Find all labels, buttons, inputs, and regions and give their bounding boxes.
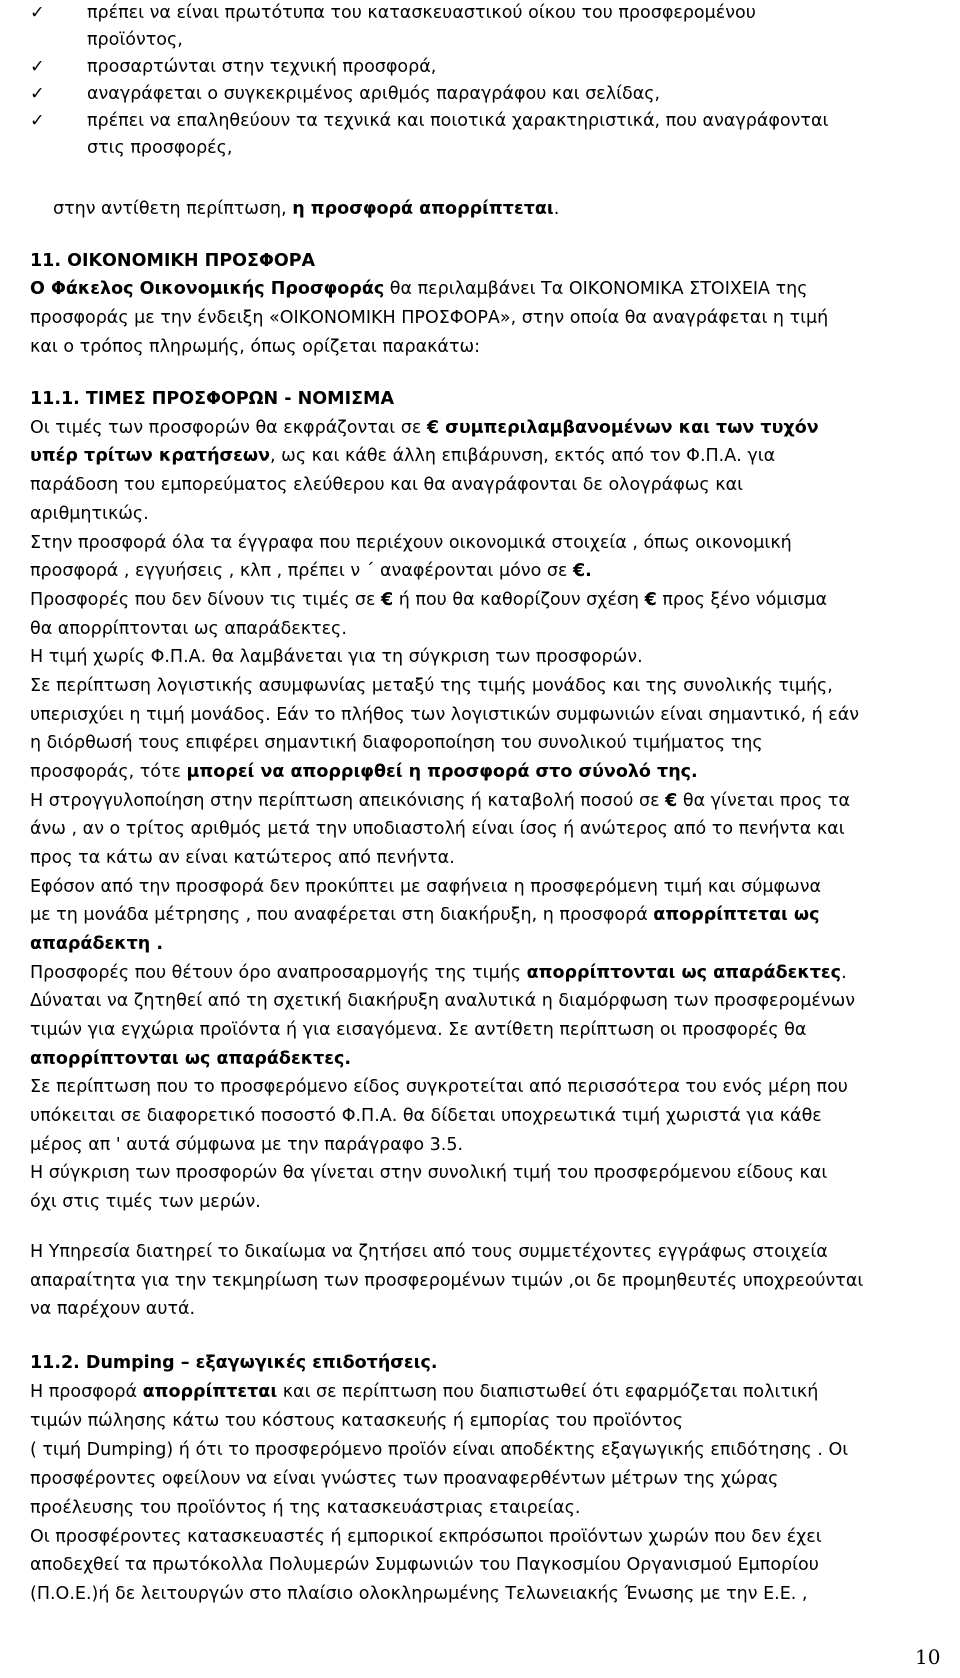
s111-line-16: προς τα κάτω αν είναι κατώτερος από πενήντα. <box>30 848 455 868</box>
s111-line-23: απορρίπτονται ως απαράδεκτες. <box>30 1049 352 1069</box>
euro-symbol: € <box>426 418 440 438</box>
bullet-4-line-2: στις προσφορές, <box>87 138 233 158</box>
s111-line-27: Η σύγκριση των προσφορών θα γίνεται στην συνολική τιμή του προσφερόμενου είδους και <box>30 1163 828 1183</box>
s111-line-4: αριθμητικώς. <box>30 504 149 524</box>
s112-line-5: προέλευσης του προϊόντος ή της κατασκευάστριας εταιρείας. <box>30 1498 581 1518</box>
s111-line-28: όχι στις τιμές των μερών. <box>30 1192 261 1212</box>
s111-line-18: με τη μονάδα μέτρησης , που αναφέρεται στη διακήρυξη, η προσφορά απορρίπτεται ως <box>30 905 820 925</box>
s111-line-3: παράδοση του εμπορεύματος ελεύθερου και θα αναγράφονται δε ολογράφως και <box>30 475 744 495</box>
s111-line-9: Η τιμή χωρίς Φ.Π.Α. θα λαμβάνεται για τη σύγκριση των προσφορών. <box>30 647 643 667</box>
s111-line-22: τιμών για εγχώρια προϊόντα ή για εισαγόμενα. Σε αντίθετη περίπτωση οι προσφορές θα <box>30 1020 807 1040</box>
euro-symbol: € <box>572 561 586 581</box>
euro-symbol: € <box>381 590 394 610</box>
rejection-note: στην αντίθετη περίπτωση, η προσφορά απορρίπτεται. <box>53 199 560 219</box>
euro-symbol: € <box>644 590 657 610</box>
section-11-1-heading: 11.1. ΤΙΜΕΣ ΠΡΟΣΦΟΡΩΝ - ΝΟΜΙΣΜΑ <box>30 389 394 409</box>
checkmark-icon: ✓ <box>30 84 45 104</box>
page-number: 10 <box>915 1645 941 1669</box>
s111-line-29: Η Υπηρεσία διατηρεί το δικαίωμα να ζητήσει από τους συμμετέχοντες εγγράφως στοιχεία <box>30 1242 828 1262</box>
bullet-4-line-1: πρέπει να επαληθεύουν τα τεχνικά και ποιοτικά χαρακτηριστικά, που αναγράφονται <box>87 111 829 131</box>
s112-line-1: Η προσφορά απορρίπτεται και σε περίπτωση που διαπιστωθεί ότι εφαρμόζεται πολιτική <box>30 1382 819 1402</box>
checkmark-icon: ✓ <box>30 3 45 23</box>
s112-line-6: Οι προσφέροντες κατασκευαστές ή εμπορικοί εκπρόσωποι προϊόντων χωρών που δεν έχει <box>30 1527 822 1547</box>
s111-line-20: Προσφορές που θέτουν όρο αναπροσαρμογής της τιμής απορρίπτονται ως απαράδεκτες. <box>30 963 847 983</box>
s111-line-13: προσφοράς, τότε μπορεί να απορριφθεί η προσφορά στο σύνολό της. <box>30 762 698 782</box>
bullet-2: προσαρτώνται στην τεχνική προσφορά, <box>87 57 437 77</box>
checkmark-icon: ✓ <box>30 111 45 131</box>
s112-line-2: τιμών πώλησης κάτω του κόστους κατασκευής ή εμπορίας του προϊόντος <box>30 1411 684 1431</box>
s111-line-10: Σε περίπτωση λογιστικής ασυμφωνίας μεταξύ της τιμής μονάδος και της συνολικής τιμής, <box>30 676 833 696</box>
s112-line-4: προσφέροντες οφείλουν να είναι γνώστες των προαναφερθέντων μέτρων της χώρας <box>30 1469 779 1489</box>
s111-line-14: Η στρογγυλοποίηση στην περίπτωση απεικόνισης ή καταβολή ποσού σε € θα γίνεται προς τα <box>30 791 851 811</box>
s111-line-7: Προσφορές που δεν δίνουν τις τιμές σε € ή που θα καθορίζουν σχέση € προς ξένο νόμισμα <box>30 590 828 610</box>
s111-line-5: Στην προσφορά όλα τα έγγραφα που περιέχουν οικονομικά στοιχεία , όπως οικονομική <box>30 533 792 553</box>
s111-line-21: Δύναται να ζητηθεί από τη σχετική διακήρυξη αναλυτικά η διαμόρφωση των προσφερομένων <box>30 991 856 1011</box>
s112-line-8: (Π.Ο.Ε.)ή δε λειτουργών στο πλαίσιο ολοκληρωμένης Τελωνειακής Ένωσης με την Ε.Ε. , <box>30 1584 808 1604</box>
s11-p1-line-2: προσφοράς με την ένδειξη «ΟΙΚΟΝΟΜΙΚΗ ΠΡΟΣΦΟΡΑ», στην οποία θα αναγράφεται η τιμή <box>30 308 829 328</box>
check-bullet-4 <box>30 108 45 135</box>
s111-line-6: προσφορά , εγγυήσεις , κλπ , πρέπει ν ΄ αναφέρονται μόνο σε €. <box>30 561 592 581</box>
bullet-1-line-1: πρέπει να είναι πρωτότυπα του κατασκευαστικού οίκου του προσφερομένου <box>87 3 756 23</box>
s111-line-30: απαραίτητα για την τεκμηρίωση των προσφερομένων τιμών ,οι δε προμηθευτές υποχρεούνται <box>30 1271 864 1291</box>
s111-line-26: μέρος απ ' αυτά σύμφωνα με την παράγραφο 3.5. <box>30 1135 464 1155</box>
check-bullet-3 <box>30 81 45 108</box>
s111-line-25: υπόκειται σε διαφορετικό ποσοστό Φ.Π.Α. θα δίδεται υποχρεωτικά τιμή χωριστά για κάθε <box>30 1106 822 1126</box>
bullet-3: αναγράφεται ο συγκεκριμένος αριθμός παραγράφου και σελίδας, <box>87 84 661 104</box>
s111-line-24: Σε περίπτωση που το προσφερόμενο είδος συγκροτείται από περισσότερα του ενός μέρη που <box>30 1077 848 1097</box>
bullet-1-line-2: προϊόντος, <box>87 30 183 50</box>
s11-p1-line-1: Ο Φάκελος Οικονομικής Προσφοράς θα περιλαμβάνει Τα ΟΙΚΟΝΟΜΙΚΑ ΣΤΟΙΧΕΙΑ της <box>30 279 808 299</box>
s111-line-17: Εφόσον από την προσφορά δεν προκύπτει με σαφήνεια η προσφερόμενη τιμή και σύμφωνα <box>30 877 822 897</box>
s111-line-31: να παρέχουν αυτά. <box>30 1299 196 1319</box>
s111-line-2: υπέρ τρίτων κρατήσεων, ως και κάθε άλλη επιβάρυνση, εκτός από τον Φ.Π.Α. για <box>30 446 776 466</box>
s11-p1-line-3: και ο τρόπος πληρωμής, όπως ορίζεται παρακάτω: <box>30 337 481 357</box>
euro-symbol: € <box>665 791 678 811</box>
checkmark-icon: ✓ <box>30 57 45 77</box>
s111-line-19: απαράδεκτη . <box>30 934 164 954</box>
s111-line-8: θα απορρίπτονται ως απαράδεκτες. <box>30 619 347 639</box>
check-bullet-2 <box>30 54 45 81</box>
s111-line-15: άνω , αν ο τρίτος αριθμός μετά την υποδιαστολή είναι ίσος ή ανώτερος από το πενήντα και <box>30 819 845 839</box>
s111-line-11: υπερισχύει η τιμή μονάδος. Εάν το πλήθος των λογιστικών συμφωνιών είναι σημαντικό, ή εάν <box>30 705 860 725</box>
section-11-2-heading: 11.2. Dumping – εξαγωγικές επιδοτήσεις. <box>30 1353 438 1373</box>
check-bullet-1 <box>30 0 45 27</box>
s112-line-3: ( τιμή Dumping) ή ότι το προσφερόμενο προϊόν είναι αποδέκτης εξαγωγικής επιδότησης . Οι <box>30 1440 849 1460</box>
s111-line-12: η διόρθωσή τους επιφέρει σημαντική διαφοροποίηση του συνολικού τιμήματος της <box>30 733 763 753</box>
section-11-heading: 11. ΟΙΚΟΝΟΜΙΚΗ ΠΡΟΣΦΟΡΑ <box>30 251 316 271</box>
s111-line-1: Οι τιμές των προσφορών θα εκφράζονται σε € συμπεριλαμβανομένων και των τυχόν <box>30 418 819 438</box>
s112-line-7: αποδεχθεί τα πρωτόκολλα Πολυμερών Συμφωνιών του Παγκοσμίου Οργανισμού Εμπορίου <box>30 1555 819 1575</box>
